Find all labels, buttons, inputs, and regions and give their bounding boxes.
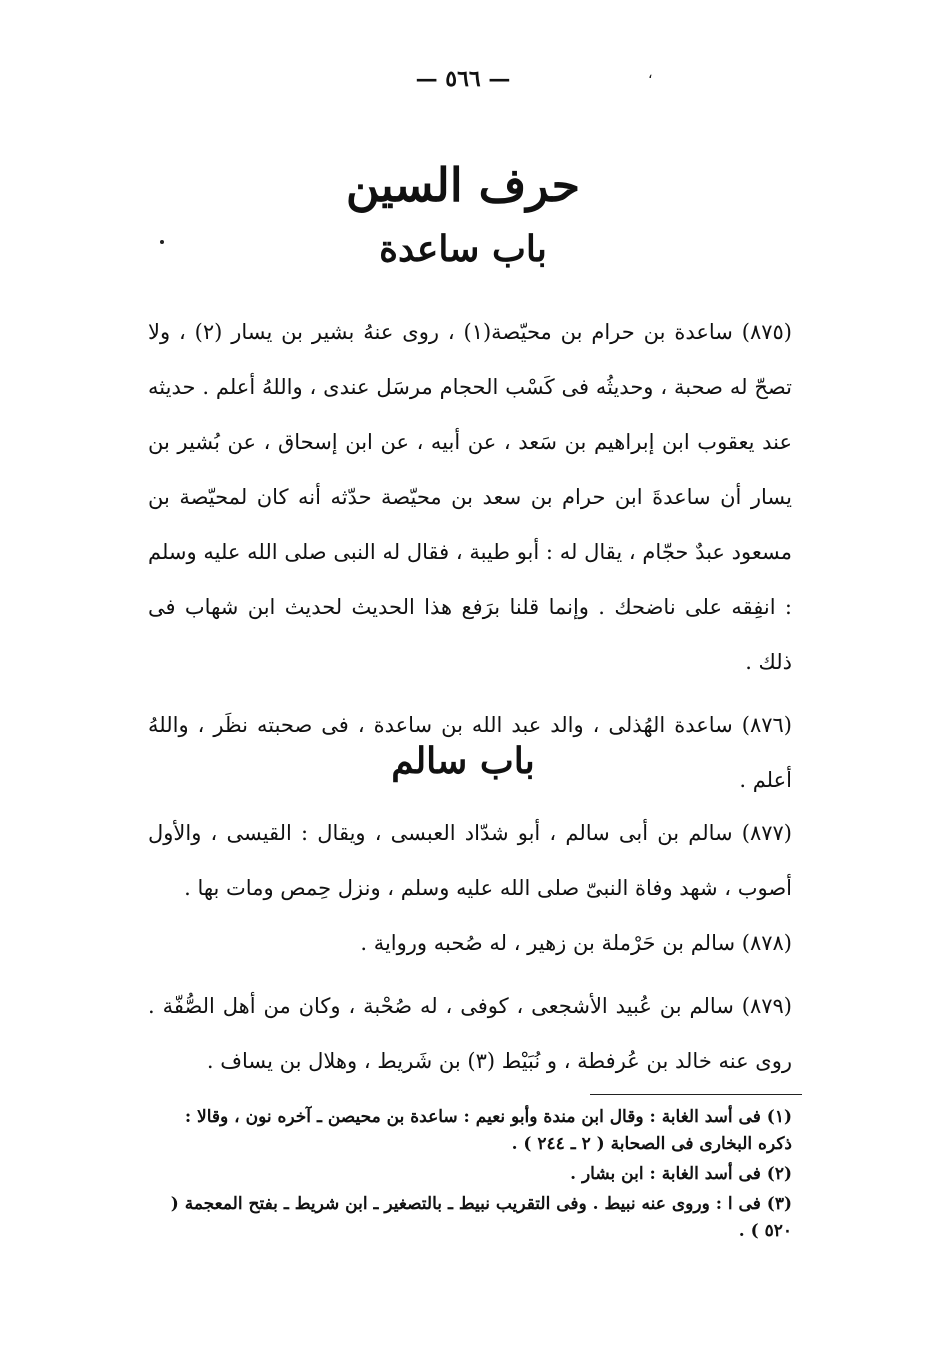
section-saeda-body <box>148 305 792 808</box>
footnote-divider <box>590 1094 802 1095</box>
entry-875: (٨٧٥) ساعدة بن حرام بن محيّصة(١) ، روى عنهُ بشير بن يسار (٢) ، ولا تصحّ له صحبة ، وحديثُه فى كَسْب الحجام مرسَل عندى ، واللهُ أعلم . حديثه عند يعقوب ابن إبراهيم بن سَعد ، عن أبيه ، عن ابن إسحاق ، عن بُشير بن يسار أن ساعدةَ ابن حرام بن سعد بن محيّصة حدّثه أنه كان لمحيّصة بن مسعود عبدٌ حجّام ، يقال له : أبو طيبة ، فقال له النبى صلى الله عليه وسلم : انفِقه على ناضحك . وإنما قلنا برَفع هذا الحديث لحديث ابن شهاب فى ذلك . <box>148 320 792 674</box>
footnote-1: (١) فى أسد الغابة : وقال ابن مندة وأبو نعيم : ساعدة بن محيصن ـ آخره نون ، وقالا : ذكره البخارى فى الصحابة ( ٢ ـ ٢٤٤ ) . <box>184 1107 792 1154</box>
section-salem-body <box>148 806 792 1089</box>
entry-878: (٨٧٨) سالم بن حَرْملة بن زهير ، له صُحبه ورواية . <box>360 931 792 955</box>
section-title-saeda: باب ساعدة <box>379 228 547 270</box>
section-title-salem: باب سالم <box>391 740 535 782</box>
footnotes <box>148 1104 792 1248</box>
footnote-2: (٢) فى أسد الغابة : ابن بشار . <box>570 1164 792 1184</box>
entry-879: (٨٧٩) سالم بن عُبيد الأشجعى ، كوفى ، له صُحْبة ، وكان من أهل الصُّفّة . روى عنه خالد بن عُرفطة ، و نُبَيْط (٣) بن شَريط ، وهلال بن يساف . <box>148 994 792 1073</box>
entry-877: (٨٧٧) سالم بن أبى سالم ، أبو شدّاد العبسى ، ويقال : القيسى ، والأول أصوب ، شهد وفاة النبىّ صلى الله عليه وسلم ، ونزل حِمص ومات بها . <box>148 821 792 900</box>
page-number: — ٥٦٦ — <box>415 66 511 92</box>
stray-mark: ، <box>648 66 653 82</box>
chapter-title: حرف السين <box>345 158 581 212</box>
footnote-3: (٣) فى ا : وروى عنه نبيط . وفى التقريب نبيط ـ بالتصغير ـ ابن شريط ـ بفتح المعجمة ( ٥٢٠ ) . <box>170 1194 792 1241</box>
entry-876: (٨٧٦) ساعدة الهُذلى ، والد عبد الله بن ساعدة ، فى صحبته نظَر ، واللهُ أعلم . <box>148 713 792 792</box>
